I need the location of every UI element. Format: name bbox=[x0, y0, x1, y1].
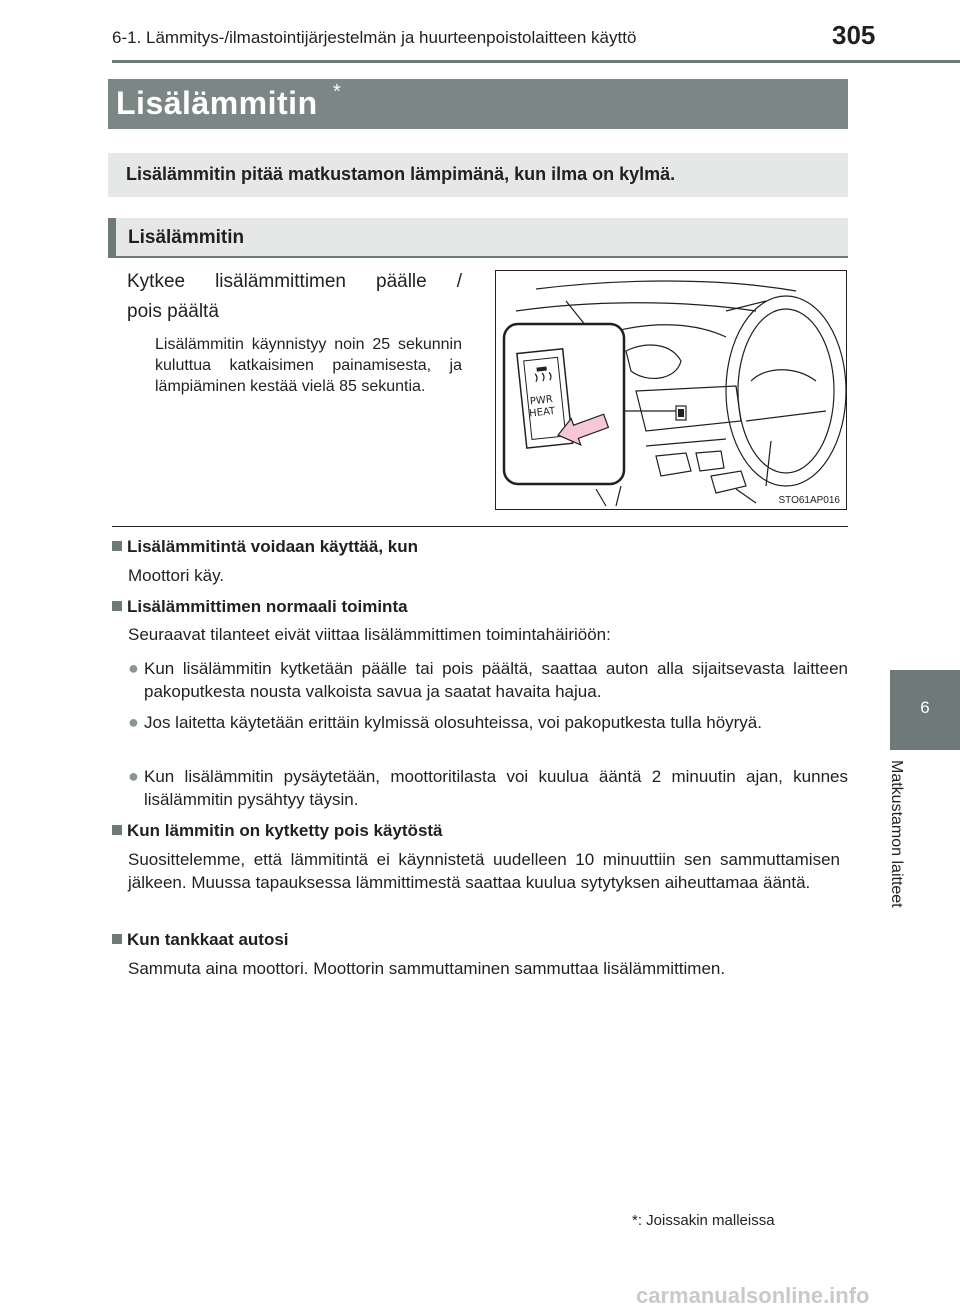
header-rule bbox=[112, 60, 960, 63]
dashboard-drawing bbox=[496, 271, 847, 510]
square-bullet-icon bbox=[112, 541, 122, 551]
watermark: carmanualsonline.info bbox=[636, 1283, 870, 1308]
section-heading: Kun lämmitin on kytketty pois käytöstä bbox=[112, 821, 443, 841]
round-bullet-icon: ● bbox=[128, 712, 139, 732]
figure-code: STO61AP016 bbox=[778, 495, 840, 506]
section-text: Moottori käy. bbox=[128, 566, 225, 585]
section-heading: Kun tankkaat autosi bbox=[112, 930, 289, 950]
page-title: Lisälämmitin bbox=[116, 85, 318, 121]
square-bullet-icon bbox=[112, 934, 122, 944]
section-divider bbox=[112, 526, 848, 527]
running-head: 6-1. Lämmitys-/ilmastointijärjestelmän ja huurteenpoistolaitteen käyttö bbox=[112, 28, 637, 47]
switch-label-heat: HEAT bbox=[528, 405, 556, 420]
list-item: ● Jos laitetta käytetään erittäin kylmissä olosuhteissa, voi pakoputkesta tulla höyryä. bbox=[128, 712, 762, 732]
section-text: Sammuta aina moottori. Moottorin sammuttaminen sammuttaa lisälämmittimen. bbox=[128, 959, 726, 978]
footnote: *: Joissakin malleissa bbox=[632, 1212, 775, 1229]
switch-label-pwr: PWR bbox=[529, 394, 554, 408]
item-title-line1: Kytkee lisälämmittimen päälle / bbox=[127, 271, 462, 292]
item-title-line2: pois päältä bbox=[127, 301, 219, 322]
intro-text: Lisälämmitin pitää matkustamon lämpimänä, kun ilma on kylmä. bbox=[126, 164, 676, 184]
list-item: ● Kun lisälämmitin pysäytetään, moottoritilasta voi kuulua ääntä 2 minuutin ajan, kunnes lisälämmitin pysähtyy täysin. bbox=[128, 766, 848, 809]
chapter-number: 6 bbox=[920, 698, 930, 717]
square-bullet-icon bbox=[112, 601, 122, 611]
list-item: ● Kun lisälämmitin kytketään päälle tai pois päältä, saattaa auton alla sijaitsevasta laitteen pakoputkesta nousta valkoista savua ja saatat havaita hajua. bbox=[128, 658, 848, 701]
section-heading: Lisälämmittimen normaali toiminta bbox=[112, 597, 408, 617]
title-footnote-marker: * bbox=[333, 81, 341, 103]
round-bullet-icon: ● bbox=[128, 658, 139, 678]
item-description: Lisälämmitin käynnistyy noin 25 sekunnin kuluttua katkaisimen painamisesta, ja lämpiäminen kestää vielä 85 sekuntia. bbox=[155, 336, 462, 395]
subsection-bar bbox=[108, 218, 848, 258]
square-bullet-icon bbox=[112, 825, 122, 835]
chapter-title-vertical bbox=[880, 760, 930, 960]
subsection-accent bbox=[108, 218, 116, 256]
page-number: 305 bbox=[832, 20, 876, 50]
section-text: Suosittelemme, että lämmitintä ei käynnistetä uudelleen 10 minuuttiin sen sammuttamisen jälkeen. Muussa tapauksessa lämmittimestä saattaa kuulua sytytyksen aiheuttamaa ääntä. bbox=[128, 850, 840, 892]
intro-box bbox=[108, 153, 848, 197]
page-title-bar bbox=[108, 79, 848, 129]
section-heading: Lisälämmitintä voidaan käyttää, kun bbox=[112, 537, 418, 557]
chapter-title: Matkustamon laitteet bbox=[888, 760, 905, 908]
round-bullet-icon: ● bbox=[128, 766, 139, 786]
section-text: Seuraavat tilanteet eivät viittaa lisälämmittimen toimintahäiriöön: bbox=[128, 625, 611, 644]
dashboard-illustration bbox=[495, 270, 847, 510]
subsection-title: Lisälämmitin bbox=[128, 227, 245, 248]
chapter-tab[interactable] bbox=[890, 670, 960, 750]
